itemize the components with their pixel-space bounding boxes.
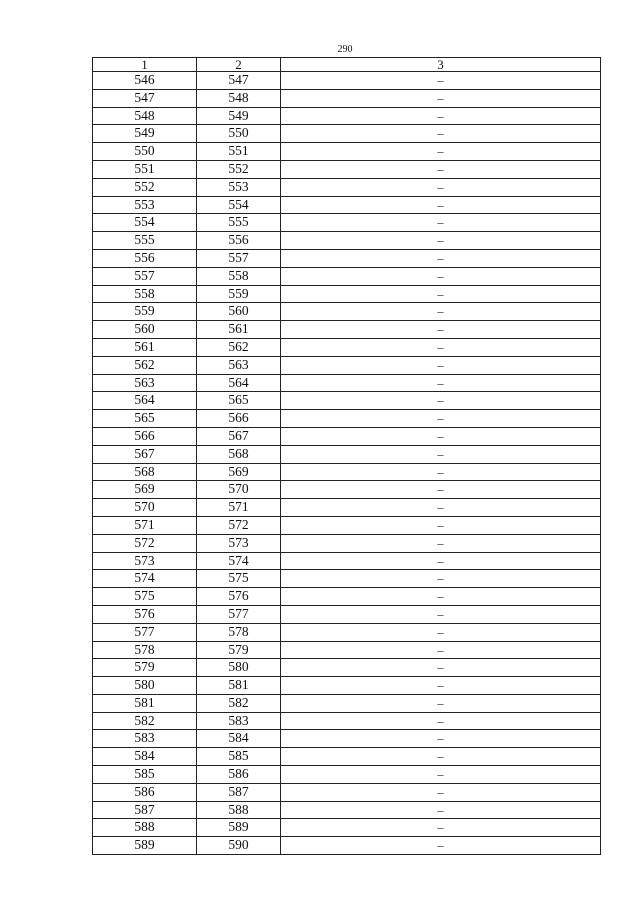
table-cell-col-3: – — [281, 178, 601, 196]
table-cell-col-3: – — [281, 659, 601, 677]
table-cell-col-1: 563 — [93, 374, 197, 392]
table-cell-col-1: 559 — [93, 303, 197, 321]
table-cell-col-2: 579 — [197, 641, 281, 659]
table-cell-col-1: 574 — [93, 570, 197, 588]
table-cell-col-3: – — [281, 730, 601, 748]
table-row — [93, 766, 601, 784]
table-cell-col-3: – — [281, 677, 601, 695]
table-cell-col-1: 555 — [93, 232, 197, 250]
table-cell-col-3: – — [281, 570, 601, 588]
table-row — [93, 285, 601, 303]
table-row — [93, 356, 601, 374]
table-cell-col-2: 573 — [197, 534, 281, 552]
table-row — [93, 677, 601, 695]
table-cell-col-3: – — [281, 837, 601, 855]
table-cell-col-3: – — [281, 249, 601, 267]
table-cell-col-2: 568 — [197, 445, 281, 463]
table-cell-col-1: 567 — [93, 445, 197, 463]
table-cell-col-2: 562 — [197, 338, 281, 356]
table-cell-col-1: 547 — [93, 89, 197, 107]
table-cell-col-3: – — [281, 72, 601, 90]
table-row — [93, 445, 601, 463]
table-cell-col-2: 581 — [197, 677, 281, 695]
column-header-2: 2 — [197, 58, 281, 72]
table-cell-col-2: 556 — [197, 232, 281, 250]
table-cell-col-2: 551 — [197, 143, 281, 161]
table-cell-col-1: 551 — [93, 160, 197, 178]
table-cell-col-2: 588 — [197, 801, 281, 819]
table-cell-col-3: – — [281, 267, 601, 285]
table-cell-col-2: 584 — [197, 730, 281, 748]
table-cell-col-2: 554 — [197, 196, 281, 214]
table-cell-col-2: 576 — [197, 588, 281, 606]
table-cell-col-3: – — [281, 445, 601, 463]
table-cell-col-1: 576 — [93, 605, 197, 623]
column-header-3: 3 — [281, 58, 601, 72]
table-cell-col-1: 580 — [93, 677, 197, 695]
table-cell-col-3: – — [281, 588, 601, 606]
table-cell-col-1: 575 — [93, 588, 197, 606]
table-cell-col-1: 569 — [93, 481, 197, 499]
table-cell-col-1: 579 — [93, 659, 197, 677]
data-table — [92, 57, 601, 855]
table-row — [93, 107, 601, 125]
table-cell-col-2: 567 — [197, 427, 281, 445]
table-cell-col-2: 586 — [197, 766, 281, 784]
table-cell-col-2: 555 — [197, 214, 281, 232]
table-cell-col-3: – — [281, 285, 601, 303]
table-row — [93, 303, 601, 321]
table-cell-col-2: 548 — [197, 89, 281, 107]
table-cell-col-2: 587 — [197, 783, 281, 801]
table-cell-col-3: – — [281, 552, 601, 570]
table-cell-col-1: 571 — [93, 516, 197, 534]
table-cell-col-1: 552 — [93, 178, 197, 196]
table-cell-col-1: 548 — [93, 107, 197, 125]
table-body — [93, 72, 601, 855]
table-row — [93, 249, 601, 267]
table-cell-col-3: – — [281, 712, 601, 730]
table-cell-col-3: – — [281, 214, 601, 232]
table-row — [93, 516, 601, 534]
table-row — [93, 427, 601, 445]
table-cell-col-1: 549 — [93, 125, 197, 143]
table-cell-col-3: – — [281, 321, 601, 339]
table-row — [93, 410, 601, 428]
table-cell-col-1: 564 — [93, 392, 197, 410]
table-cell-col-2: 559 — [197, 285, 281, 303]
table-cell-col-2: 560 — [197, 303, 281, 321]
column-header-1: 1 — [93, 58, 197, 72]
table-cell-col-1: 584 — [93, 748, 197, 766]
table-cell-col-3: – — [281, 392, 601, 410]
table-cell-col-1: 586 — [93, 783, 197, 801]
table-cell-col-3: – — [281, 694, 601, 712]
table-row — [93, 321, 601, 339]
table-cell-col-1: 583 — [93, 730, 197, 748]
table-row — [93, 72, 601, 90]
table-row — [93, 481, 601, 499]
table-cell-col-3: – — [281, 801, 601, 819]
table-row — [93, 178, 601, 196]
table-cell-col-1: 562 — [93, 356, 197, 374]
table-row — [93, 499, 601, 517]
table-cell-col-3: – — [281, 125, 601, 143]
table-cell-col-3: – — [281, 481, 601, 499]
table-cell-col-2: 552 — [197, 160, 281, 178]
table-cell-col-1: 585 — [93, 766, 197, 784]
table-cell-col-2: 557 — [197, 249, 281, 267]
table-row — [93, 89, 601, 107]
table-cell-col-1: 560 — [93, 321, 197, 339]
table-row — [93, 659, 601, 677]
table-cell-col-3: – — [281, 303, 601, 321]
table-row — [93, 552, 601, 570]
table-cell-col-2: 583 — [197, 712, 281, 730]
table-row — [93, 748, 601, 766]
table-row — [93, 374, 601, 392]
table-cell-col-1: 582 — [93, 712, 197, 730]
table-row — [93, 392, 601, 410]
table-row — [93, 783, 601, 801]
table-cell-col-2: 563 — [197, 356, 281, 374]
table-cell-col-2: 585 — [197, 748, 281, 766]
table-row — [93, 801, 601, 819]
table-cell-col-2: 564 — [197, 374, 281, 392]
table-row — [93, 605, 601, 623]
table-row — [93, 641, 601, 659]
table-row — [93, 534, 601, 552]
table-row — [93, 232, 601, 250]
table-cell-col-2: 590 — [197, 837, 281, 855]
table-header-row — [93, 58, 601, 72]
table-cell-col-1: 588 — [93, 819, 197, 837]
table-cell-col-3: – — [281, 623, 601, 641]
table-cell-col-3: – — [281, 534, 601, 552]
table-cell-col-3: – — [281, 143, 601, 161]
table-cell-col-1: 558 — [93, 285, 197, 303]
table-cell-col-1: 587 — [93, 801, 197, 819]
table-cell-col-3: – — [281, 338, 601, 356]
table-row — [93, 694, 601, 712]
table-cell-col-1: 577 — [93, 623, 197, 641]
table-cell-col-1: 578 — [93, 641, 197, 659]
table-cell-col-2: 547 — [197, 72, 281, 90]
table-row — [93, 214, 601, 232]
table-cell-col-1: 553 — [93, 196, 197, 214]
table-cell-col-1: 581 — [93, 694, 197, 712]
table-cell-col-3: – — [281, 374, 601, 392]
table-row — [93, 819, 601, 837]
table-cell-col-3: – — [281, 89, 601, 107]
table-cell-col-3: – — [281, 410, 601, 428]
table-cell-col-3: – — [281, 516, 601, 534]
table-cell-col-1: 572 — [93, 534, 197, 552]
table-cell-col-1: 568 — [93, 463, 197, 481]
table-cell-col-3: – — [281, 463, 601, 481]
table-cell-col-2: 589 — [197, 819, 281, 837]
table-cell-col-2: 561 — [197, 321, 281, 339]
table-cell-col-2: 580 — [197, 659, 281, 677]
table-cell-col-3: – — [281, 605, 601, 623]
table-row — [93, 125, 601, 143]
table-cell-col-3: – — [281, 107, 601, 125]
table-cell-col-1: 554 — [93, 214, 197, 232]
table-cell-col-3: – — [281, 427, 601, 445]
page-number: 290 — [337, 44, 353, 55]
table-cell-col-3: – — [281, 160, 601, 178]
table-row — [93, 160, 601, 178]
table-cell-col-3: – — [281, 748, 601, 766]
table-cell-col-2: 575 — [197, 570, 281, 588]
table-cell-col-3: – — [281, 766, 601, 784]
table-cell-col-3: – — [281, 783, 601, 801]
table-row — [93, 463, 601, 481]
table-cell-col-3: – — [281, 499, 601, 517]
table-row — [93, 837, 601, 855]
table-cell-col-1: 550 — [93, 143, 197, 161]
table-cell-col-2: 569 — [197, 463, 281, 481]
table-row — [93, 588, 601, 606]
table-cell-col-3: – — [281, 819, 601, 837]
table-cell-col-3: – — [281, 641, 601, 659]
table-row — [93, 196, 601, 214]
table-row — [93, 730, 601, 748]
table-cell-col-1: 556 — [93, 249, 197, 267]
table-cell-col-2: 578 — [197, 623, 281, 641]
table-cell-col-3: – — [281, 232, 601, 250]
table-cell-col-2: 582 — [197, 694, 281, 712]
table-cell-col-2: 577 — [197, 605, 281, 623]
table-cell-col-1: 573 — [93, 552, 197, 570]
table-cell-col-1: 566 — [93, 427, 197, 445]
table-cell-col-1: 557 — [93, 267, 197, 285]
table-cell-col-1: 546 — [93, 72, 197, 90]
table-row — [93, 712, 601, 730]
table-cell-col-2: 574 — [197, 552, 281, 570]
table-row — [93, 338, 601, 356]
table-cell-col-2: 553 — [197, 178, 281, 196]
table-cell-col-1: 570 — [93, 499, 197, 517]
table-row — [93, 623, 601, 641]
table-row — [93, 143, 601, 161]
table-row — [93, 570, 601, 588]
table-cell-col-2: 550 — [197, 125, 281, 143]
table-cell-col-2: 549 — [197, 107, 281, 125]
table-cell-col-2: 572 — [197, 516, 281, 534]
table-cell-col-2: 570 — [197, 481, 281, 499]
table-cell-col-2: 558 — [197, 267, 281, 285]
table-row — [93, 267, 601, 285]
table-cell-col-2: 565 — [197, 392, 281, 410]
table-cell-col-2: 571 — [197, 499, 281, 517]
table-cell-col-3: – — [281, 196, 601, 214]
table-cell-col-1: 589 — [93, 837, 197, 855]
table-cell-col-1: 565 — [93, 410, 197, 428]
table-cell-col-2: 566 — [197, 410, 281, 428]
table-cell-col-3: – — [281, 356, 601, 374]
table-cell-col-1: 561 — [93, 338, 197, 356]
